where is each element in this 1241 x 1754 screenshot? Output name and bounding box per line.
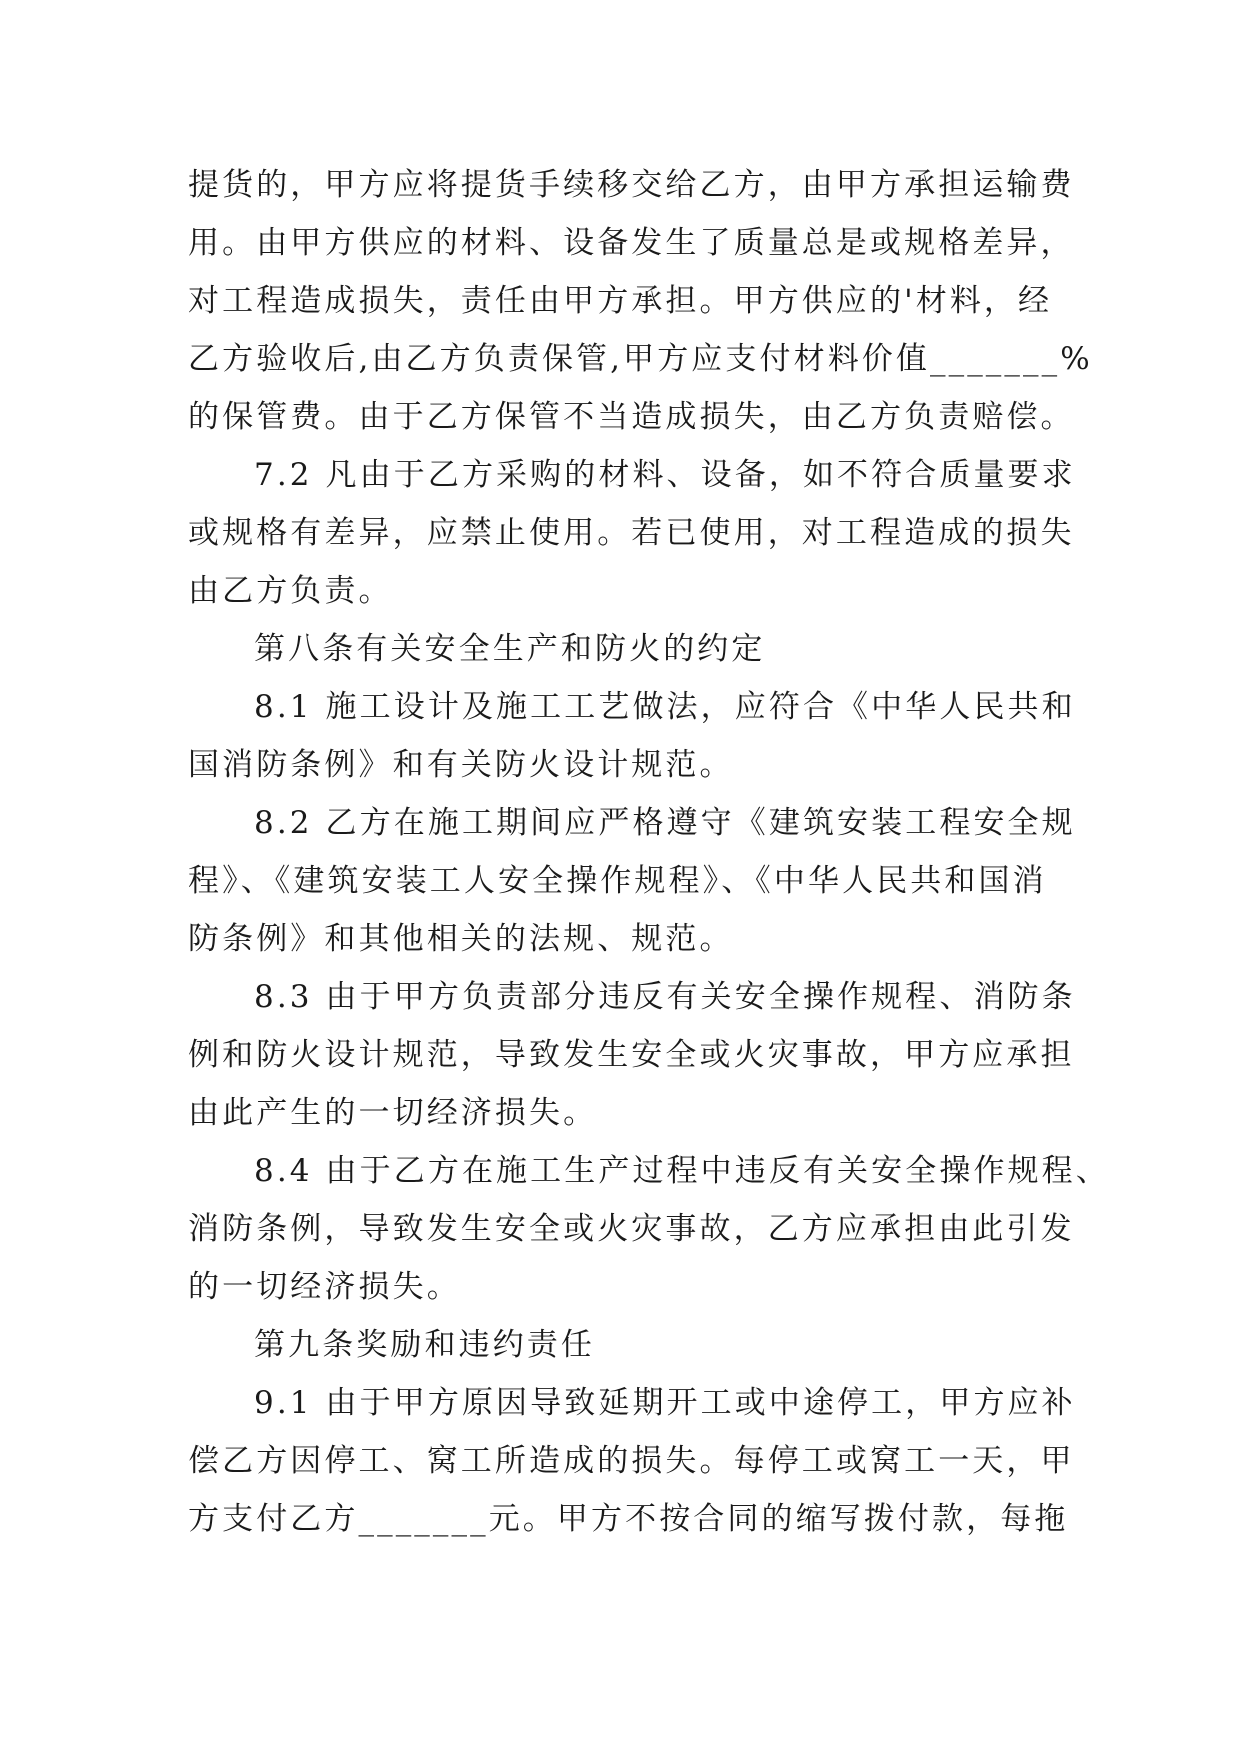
text-line: 乙方验收后,由乙方负责保管,甲方应支付材料价值_______% xyxy=(188,341,1093,377)
text-line: 国消防条例》和有关防火设计规范。 xyxy=(188,747,734,783)
text-line: 由此产生的一切经济损失。 xyxy=(188,1095,598,1131)
text-line: 的一切经济损失。 xyxy=(188,1269,461,1305)
text-line: 8.4 由于乙方在施工生产过程中违反有关安全操作规程、 xyxy=(254,1153,1110,1189)
text-line: 消防条例，导致发生安全或火灾事故，乙方应承担由此引发 xyxy=(188,1211,1075,1247)
text-line: 8.2 乙方在施工期间应严格遵守《建筑安装工程安全规 xyxy=(254,805,1076,841)
text-line: 防条例》和其他相关的法规、规范。 xyxy=(188,921,734,957)
text-line: 由乙方负责。 xyxy=(188,573,393,609)
text-line: 9.1 由于甲方原因导致延期开工或中途停工，甲方应补 xyxy=(254,1385,1076,1421)
text-line: 例和防火设计规范，导致发生安全或火灾事故，甲方应承担 xyxy=(188,1037,1075,1073)
text-line: 8.1 施工设计及施工工艺做法，应符合《中华人民共和 xyxy=(254,689,1076,725)
text-line: 或规格有差异，应禁止使用。若已使用，对工程造成的损失 xyxy=(188,515,1075,551)
text-line: 8.3 由于甲方负责部分违反有关安全操作规程、消防条 xyxy=(254,979,1076,1015)
text-line: 提货的，甲方应将提货手续移交给乙方，由甲方承担运输费 xyxy=(188,167,1075,203)
text-line: 的保管费。由于乙方保管不当造成损失，由乙方负责赔偿。 xyxy=(188,399,1075,435)
text-line: 用。由甲方供应的材料、设备发生了质量总是或规格差异， xyxy=(188,225,1075,261)
text-line: 7.2 凡由于乙方采购的材料、设备，如不符合质量要求 xyxy=(254,457,1076,493)
text-line: 第九条奖励和违约责任 xyxy=(254,1327,595,1363)
text-line: 对工程造成损失，责任由甲方承担。甲方供应的'材料，经 xyxy=(188,283,1053,319)
document-body xyxy=(188,156,1110,1548)
text-line: 偿乙方因停工、窝工所造成的损失。每停工或窝工一天，甲 xyxy=(188,1443,1075,1479)
text-line: 程》、《建筑安装工人安全操作规程》、《中华人民共和国消 xyxy=(188,863,1047,899)
text-line: 方支付乙方_______元。甲方不按合同的缩写拨付款，每拖 xyxy=(188,1501,1069,1537)
text-line: 第八条有关安全生产和防火的约定 xyxy=(254,631,766,667)
